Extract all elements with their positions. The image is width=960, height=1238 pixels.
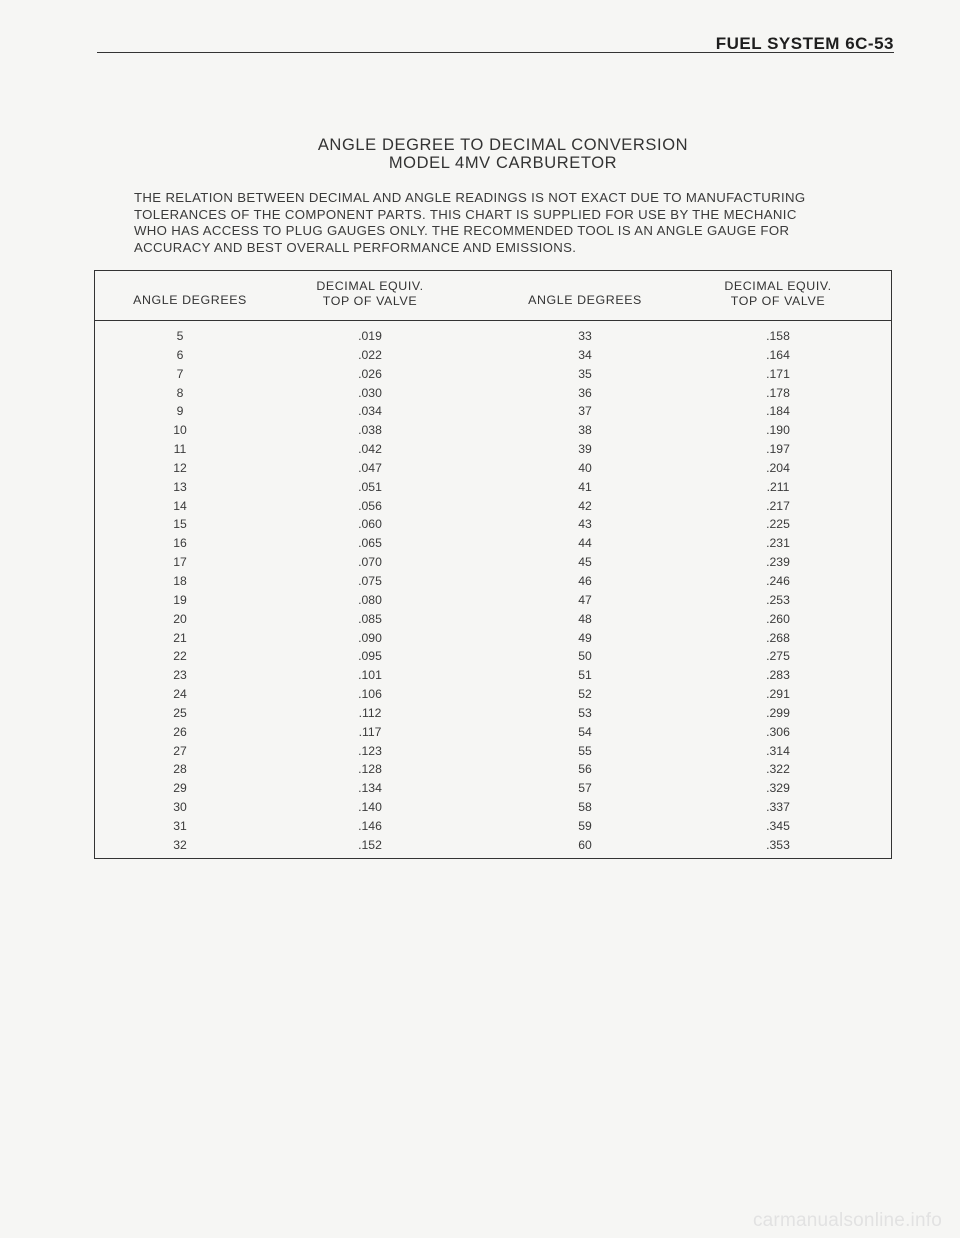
- decimal-equiv-cell: .178: [766, 385, 790, 400]
- angle-degrees-cell: 36: [578, 385, 592, 400]
- header-decimal-equiv-right: [698, 279, 858, 309]
- decimal-equiv-cell: .268: [766, 630, 790, 645]
- angle-degrees-cell: 39: [578, 442, 592, 457]
- intro-line: WHO HAS ACCESS TO PLUG GAUGES ONLY. THE RECOMMENDED TOOL IS AN ANGLE GAUGE FOR: [134, 223, 790, 239]
- table-row: [95, 631, 891, 650]
- decimal-equiv-cell: .253: [766, 592, 790, 607]
- decimal-equiv-cell: .090: [358, 630, 382, 645]
- angle-degrees-cell: 34: [578, 347, 592, 362]
- angle-degrees-cell: 45: [578, 555, 592, 570]
- table-row: [95, 367, 891, 386]
- decimal-equiv-cell: .152: [358, 837, 382, 852]
- angle-degrees-cell: 23: [173, 668, 187, 683]
- header-top-of-valve-line2: TOP OF VALVE: [322, 294, 418, 308]
- table-row: [95, 838, 891, 857]
- angle-degrees-cell: 26: [173, 724, 187, 739]
- decimal-equiv-cell: .337: [766, 800, 790, 815]
- angle-degrees-cell: 46: [578, 573, 592, 588]
- decimal-equiv-cell: .314: [766, 743, 790, 758]
- table-row: [95, 781, 891, 800]
- angle-degrees-cell: 59: [578, 818, 592, 833]
- intro-line: ACCURACY AND BEST OVERALL PERFORMANCE AND EMISSIONS.: [134, 239, 577, 255]
- decimal-equiv-cell: .112: [358, 705, 382, 720]
- decimal-equiv-cell: .231: [766, 536, 790, 551]
- angle-degrees-cell: 8: [176, 385, 184, 400]
- table-row: [95, 800, 891, 819]
- table-row: [95, 536, 891, 555]
- angle-degrees-cell: 7: [176, 366, 184, 381]
- intro-line: TOLERANCES OF THE COMPONENT PARTS. THIS CHART IS SUPPLIED FOR USE BY THE MECHANIC: [134, 206, 797, 222]
- angle-degrees-cell: 52: [578, 687, 592, 702]
- decimal-equiv-cell: .306: [766, 724, 790, 739]
- decimal-equiv-cell: .140: [358, 800, 382, 815]
- header-angle-degrees-left: ANGLE DEGREES: [133, 293, 247, 307]
- table-row: [95, 593, 891, 612]
- decimal-equiv-cell: .190: [766, 423, 790, 438]
- angle-degrees-cell: 43: [578, 517, 592, 532]
- table-row: [95, 329, 891, 348]
- angle-degrees-cell: 30: [173, 800, 187, 815]
- page-subtitle: MODEL 4MV CARBURETOR: [388, 154, 618, 172]
- table-row: [95, 706, 891, 725]
- decimal-equiv-cell: .197: [766, 442, 790, 457]
- angle-degrees-cell: 41: [578, 479, 592, 494]
- decimal-equiv-cell: .164: [766, 347, 790, 362]
- decimal-equiv-cell: .095: [358, 649, 382, 664]
- angle-degrees-cell: 56: [578, 762, 592, 777]
- table-row: [95, 348, 891, 367]
- table-row: [95, 762, 891, 781]
- decimal-equiv-cell: .204: [766, 460, 790, 475]
- table-row: [95, 386, 891, 405]
- decimal-equiv-cell: .275: [766, 649, 790, 664]
- table-row: [95, 574, 891, 593]
- angle-degrees-cell: 10: [173, 423, 187, 438]
- angle-degrees-cell: 25: [173, 705, 187, 720]
- decimal-equiv-cell: .117: [358, 724, 382, 739]
- table-row: [95, 404, 891, 423]
- decimal-equiv-cell: .299: [766, 705, 790, 720]
- angle-degrees-cell: 11: [173, 442, 187, 457]
- angle-degrees-cell: 37: [578, 404, 592, 419]
- decimal-equiv-cell: .101: [358, 668, 382, 683]
- angle-degrees-cell: 13: [173, 479, 187, 494]
- angle-degrees-cell: 14: [173, 498, 187, 513]
- angle-degrees-cell: 6: [176, 347, 184, 362]
- decimal-equiv-cell: .123: [358, 743, 382, 758]
- table-row: [95, 499, 891, 518]
- angle-degrees-cell: 44: [578, 536, 592, 551]
- angle-degrees-cell: 42: [578, 498, 592, 513]
- angle-degrees-cell: 20: [173, 611, 187, 626]
- header-decimal-equiv-line1: DECIMAL EQUIV.: [724, 279, 832, 293]
- table-row: [95, 555, 891, 574]
- angle-degrees-cell: 57: [578, 781, 592, 796]
- angle-degrees-cell: 12: [173, 460, 187, 475]
- angle-degrees-cell: 50: [578, 649, 592, 664]
- decimal-equiv-cell: .060: [358, 517, 382, 532]
- conversion-table: [94, 270, 892, 859]
- table-header-divider: [95, 320, 891, 321]
- angle-degrees-cell: 18: [173, 573, 187, 588]
- header-divider: [97, 52, 894, 53]
- decimal-equiv-cell: .158: [766, 329, 790, 343]
- header-decimal-equiv-line1: DECIMAL EQUIV.: [316, 279, 424, 293]
- angle-degrees-cell: 24: [173, 687, 187, 702]
- table-row: [95, 668, 891, 687]
- table-row: [95, 423, 891, 442]
- table-row: [95, 649, 891, 668]
- angle-degrees-cell: 21: [173, 630, 187, 645]
- decimal-equiv-cell: .065: [358, 536, 382, 551]
- angle-degrees-cell: 17: [173, 555, 187, 570]
- angle-degrees-cell: 16: [173, 536, 187, 551]
- decimal-equiv-cell: .128: [358, 762, 382, 777]
- angle-degrees-cell: 32: [173, 837, 187, 852]
- decimal-equiv-cell: .345: [766, 818, 790, 833]
- decimal-equiv-cell: .184: [766, 404, 790, 419]
- angle-degrees-cell: 48: [578, 611, 592, 626]
- angle-degrees-cell: 19: [173, 592, 187, 607]
- angle-degrees-cell: 15: [173, 517, 187, 532]
- angle-degrees-cell: 35: [578, 366, 592, 381]
- decimal-equiv-cell: .051: [358, 479, 382, 494]
- decimal-equiv-cell: .171: [766, 366, 790, 381]
- decimal-equiv-cell: .085: [358, 611, 382, 626]
- table-row: [95, 819, 891, 838]
- decimal-equiv-cell: .080: [358, 592, 382, 607]
- angle-degrees-cell: 40: [578, 460, 592, 475]
- angle-degrees-cell: 51: [578, 668, 592, 683]
- table-body: [95, 329, 891, 857]
- angle-degrees-cell: 22: [173, 649, 187, 664]
- table-row: [95, 517, 891, 536]
- decimal-equiv-cell: .329: [766, 781, 790, 796]
- decimal-equiv-cell: .056: [358, 498, 382, 513]
- decimal-equiv-cell: .075: [358, 573, 382, 588]
- table-row: [95, 442, 891, 461]
- decimal-equiv-cell: .042: [358, 442, 382, 457]
- intro-paragraph: [134, 190, 894, 256]
- decimal-equiv-cell: .283: [766, 668, 790, 683]
- section-header: FUEL SYSTEM 6C-53: [715, 34, 894, 53]
- decimal-equiv-cell: .291: [766, 687, 790, 702]
- angle-degrees-cell: 29: [173, 781, 187, 796]
- angle-degrees-cell: 47: [578, 592, 592, 607]
- angle-degrees-cell: 58: [578, 800, 592, 815]
- decimal-equiv-cell: .211: [766, 479, 790, 494]
- page-title: ANGLE DEGREE TO DECIMAL CONVERSION: [317, 136, 689, 154]
- angle-degrees-cell: 28: [173, 762, 187, 777]
- decimal-equiv-cell: .260: [766, 611, 790, 626]
- decimal-equiv-cell: .022: [358, 347, 382, 362]
- table-row: [95, 461, 891, 480]
- table-row: [95, 480, 891, 499]
- decimal-equiv-cell: .034: [358, 404, 382, 419]
- table-row: [95, 725, 891, 744]
- table-row: [95, 744, 891, 763]
- table-row: [95, 612, 891, 631]
- decimal-equiv-cell: .217: [766, 498, 790, 513]
- header-angle-degrees-right: ANGLE DEGREES: [528, 293, 642, 307]
- angle-degrees-cell: 49: [578, 630, 592, 645]
- angle-degrees-cell: 27: [173, 743, 187, 758]
- decimal-equiv-cell: .038: [358, 423, 382, 438]
- angle-degrees-cell: 31: [173, 818, 187, 833]
- angle-degrees-cell: 53: [578, 705, 592, 720]
- header-top-of-valve-line2: TOP OF VALVE: [730, 294, 826, 308]
- angle-degrees-cell: 60: [578, 837, 592, 852]
- angle-degrees-cell: 33: [578, 329, 592, 343]
- decimal-equiv-cell: .225: [766, 517, 790, 532]
- decimal-equiv-cell: .353: [766, 837, 790, 852]
- angle-degrees-cell: 5: [176, 329, 184, 343]
- watermark: carmanualsonline.info: [752, 1210, 942, 1231]
- decimal-equiv-cell: .246: [766, 573, 790, 588]
- decimal-equiv-cell: .134: [358, 781, 382, 796]
- decimal-equiv-cell: .047: [358, 460, 382, 475]
- angle-degrees-cell: 55: [578, 743, 592, 758]
- decimal-equiv-cell: .322: [766, 762, 790, 777]
- angle-degrees-cell: 9: [176, 404, 184, 419]
- angle-degrees-cell: 38: [578, 423, 592, 438]
- header-decimal-equiv-left: [290, 279, 450, 309]
- decimal-equiv-cell: .070: [358, 555, 382, 570]
- intro-line: THE RELATION BETWEEN DECIMAL AND ANGLE READINGS IS NOT EXACT DUE TO MANUFACTURING: [134, 190, 806, 205]
- decimal-equiv-cell: .106: [358, 687, 382, 702]
- table-row: [95, 687, 891, 706]
- decimal-equiv-cell: .026: [358, 366, 382, 381]
- angle-degrees-cell: 54: [578, 724, 592, 739]
- decimal-equiv-cell: .146: [358, 818, 382, 833]
- decimal-equiv-cell: .239: [766, 555, 790, 570]
- decimal-equiv-cell: .019: [358, 329, 382, 343]
- decimal-equiv-cell: .030: [358, 385, 382, 400]
